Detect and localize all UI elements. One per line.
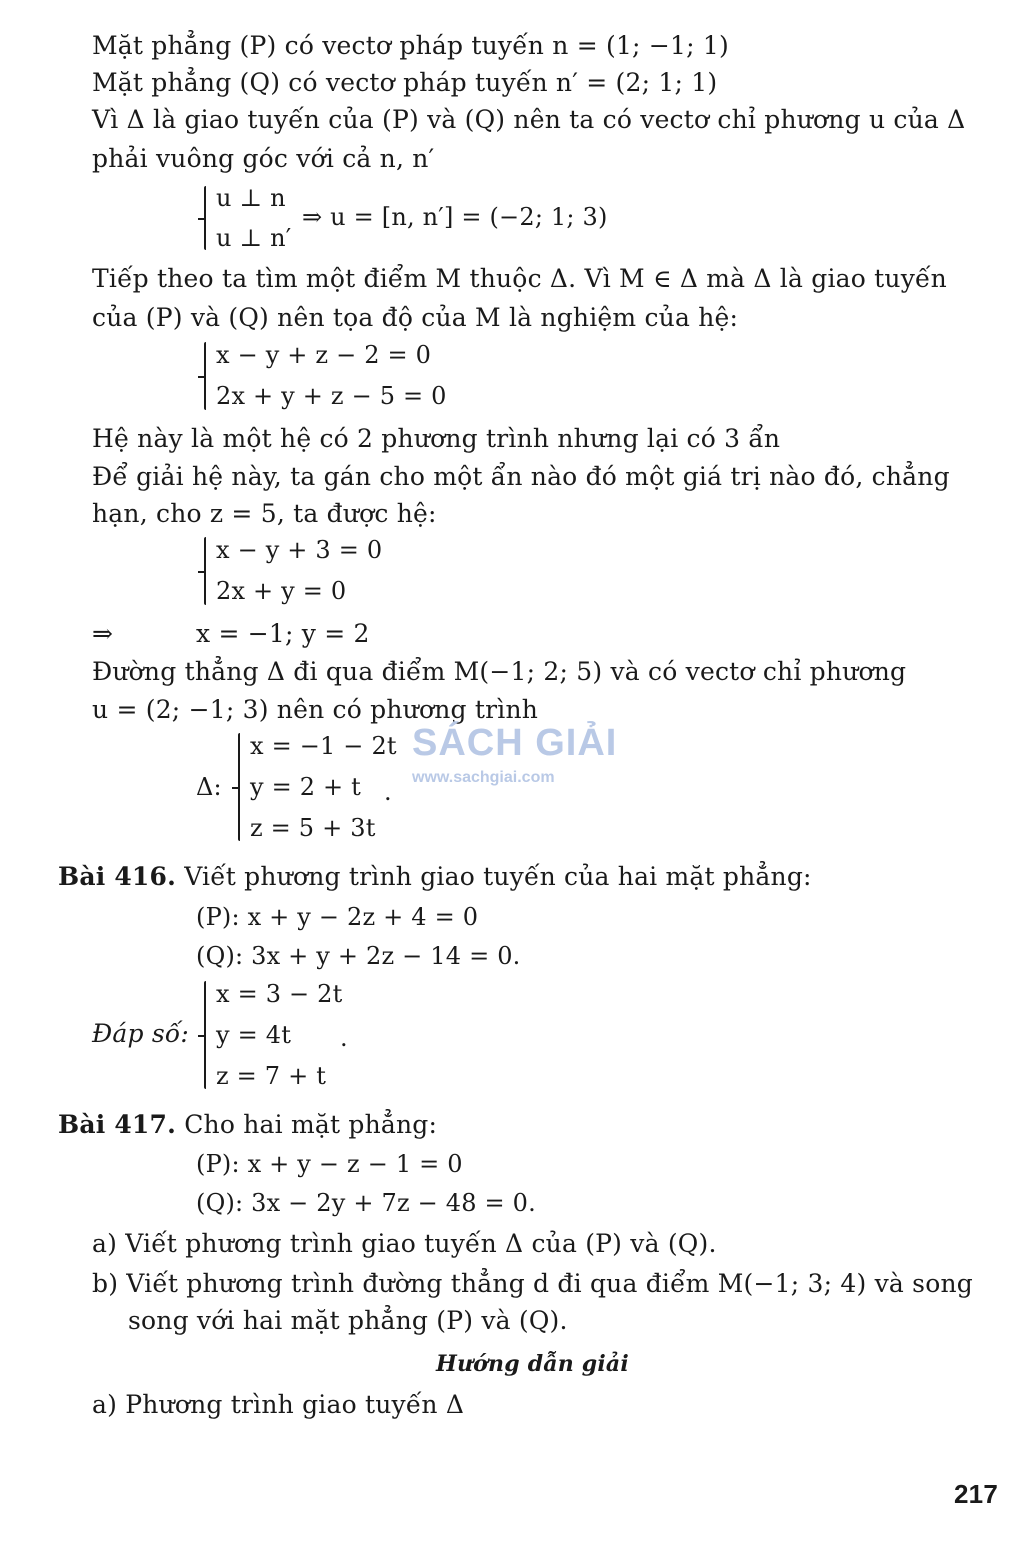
text-line: Mặt phẳng (P) có vectơ pháp tuyến n = (1; −1; 1) bbox=[92, 31, 729, 60]
equation: (P): x + y − z − 1 = 0 bbox=[196, 1150, 463, 1178]
equation: y = 2 + t bbox=[250, 773, 362, 801]
watermark-url: www.sachgiai.com bbox=[412, 769, 555, 786]
system-brace bbox=[204, 537, 206, 605]
text-line: b) Viết phương trình đường thẳng d đi qua điểm M(−1; 3; 4) và song bbox=[92, 1269, 973, 1298]
watermark-logo: SÁCH GIẢI bbox=[412, 722, 618, 764]
text-line: của (P) và (Q) nên tọa độ của M là nghiệm của hệ: bbox=[92, 303, 739, 332]
text-line: Để giải hệ này, ta gán cho một ẩn nào đó một giá trị nào đó, chẳng bbox=[92, 462, 950, 491]
exercise-416 bbox=[58, 861, 812, 893]
exercise-text: Cho hai mặt phẳng: bbox=[184, 1110, 438, 1139]
equation: 2x + y = 0 bbox=[216, 577, 347, 605]
equation: x = −1 − 2t bbox=[250, 732, 397, 760]
exercise-label: Bài 417. bbox=[58, 1110, 177, 1139]
text-line: song với hai mặt phẳng (P) và (Q). bbox=[128, 1306, 568, 1335]
equation: x = 3 − 2t bbox=[216, 980, 343, 1008]
equation: u ⊥ n bbox=[216, 184, 286, 212]
equation: x − y + 3 = 0 bbox=[216, 536, 383, 564]
text-line: Tiếp theo ta tìm một điểm M thuộc Δ. Vì M ∈ Δ mà Δ là giao tuyến bbox=[92, 264, 947, 293]
text-line: a) Viết phương trình giao tuyến Δ của (P) và (Q). bbox=[92, 1229, 717, 1258]
delta-label: Δ: bbox=[196, 773, 222, 801]
text-line: a) Phương trình giao tuyến Δ bbox=[92, 1390, 465, 1419]
equation: (P): x + y − 2z + 4 = 0 bbox=[196, 903, 479, 931]
equation: (Q): 3x + y + 2z − 14 = 0. bbox=[196, 942, 521, 970]
answer-label: Đáp số: bbox=[92, 1019, 189, 1048]
text-line: phải vuông góc với cả n, n′ bbox=[92, 144, 435, 173]
text-line: Hệ này là một hệ có 2 phương trình nhưng lại có 3 ẩn bbox=[92, 424, 781, 453]
text-line: x = −1; y = 2 bbox=[196, 619, 370, 648]
exercise-label: Bài 416. bbox=[58, 862, 177, 891]
equation: z = 5 + 3t bbox=[250, 814, 376, 842]
equation-result: ⇒ u = [n, n′] = (−2; 1; 3) bbox=[302, 203, 608, 231]
system-brace bbox=[204, 981, 206, 1089]
equation: z = 7 + t bbox=[216, 1062, 327, 1090]
text-line: Đường thẳng Δ đi qua điểm M(−1; 2; 5) và có vectơ chỉ phương bbox=[92, 657, 907, 686]
text-line: Vì Δ là giao tuyến của (P) và (Q) nên ta có vectơ chỉ phương u của Δ bbox=[92, 105, 966, 134]
watermark bbox=[412, 722, 617, 787]
system-brace bbox=[204, 342, 206, 410]
exercise-text: Viết phương trình giao tuyến của hai mặt phẳng: bbox=[184, 862, 812, 891]
text-line: u = (2; −1; 3) nên có phương trình bbox=[92, 695, 539, 724]
equation-period: . bbox=[384, 778, 392, 806]
equation-period: . bbox=[340, 1024, 348, 1052]
text-line: hạn, cho z = 5, ta được hệ: bbox=[92, 499, 437, 528]
implies-symbol: ⇒ bbox=[92, 619, 114, 648]
equation: y = 4t bbox=[216, 1021, 292, 1049]
system-brace bbox=[238, 733, 240, 841]
system-brace bbox=[204, 186, 206, 250]
equation: u ⊥ n′ bbox=[216, 224, 292, 252]
equation: x − y + z − 2 = 0 bbox=[216, 341, 432, 369]
equation: (Q): 3x − 2y + 7z − 48 = 0. bbox=[196, 1189, 536, 1217]
page-number: 217 bbox=[954, 1479, 998, 1509]
equation: 2x + y + z − 5 = 0 bbox=[216, 382, 447, 410]
section-heading: Hướng dẫn giải bbox=[436, 1351, 629, 1377]
exercise-417 bbox=[58, 1109, 437, 1141]
text-line: Mặt phẳng (Q) có vectơ pháp tuyến n′ = (2; 1; 1) bbox=[92, 68, 718, 97]
